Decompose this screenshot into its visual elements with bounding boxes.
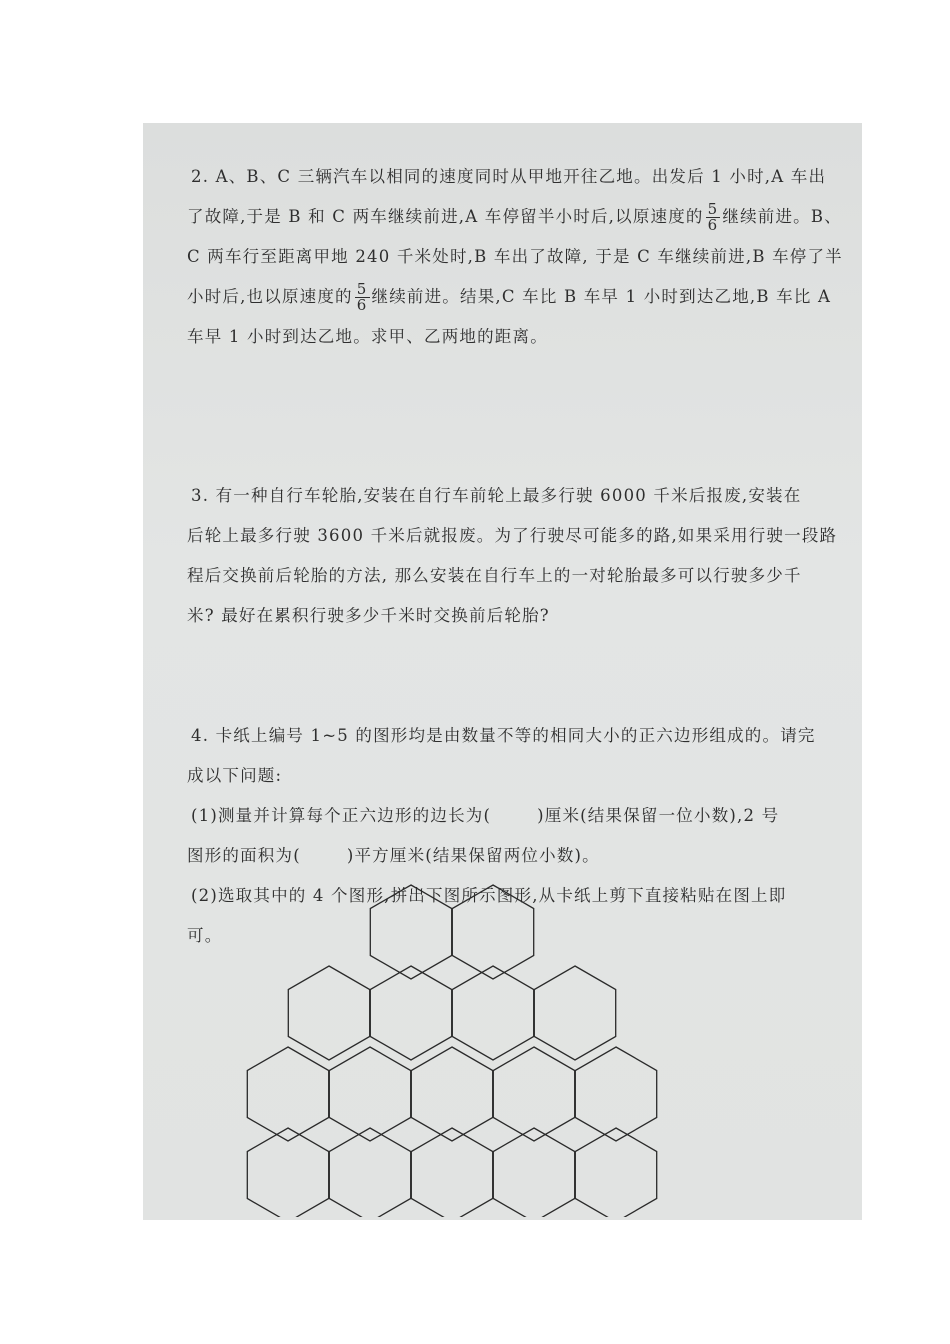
problem-2-line-2: 了故障,于是 B 和 C 两车继续前进,A 车停留半小时后,以原速度的 $\frac{5}{6}$ 继续前进。B、 — [187, 200, 842, 234]
hexagon-cell — [493, 1047, 574, 1141]
fraction-five-sixths: $\frac{5}{6}$ — [356, 280, 368, 314]
problem-4-line-2: 成以下问题: — [187, 766, 283, 785]
hexagon-cell — [329, 1047, 410, 1141]
problem-2-line-5: 车早 1 小时到达乙地。求甲、乙两地的距离。 — [187, 327, 548, 346]
problem-4-question-1-cont: 图形的面积为( )平方厘米(结果保留两位小数)。 — [187, 846, 600, 865]
problem-2-line-1: 2. A、B、C 三辆汽车以相同的速度同时从甲地开往乙地。出发后 1 小时,A 车出 — [191, 167, 827, 186]
hexagon-cell — [370, 966, 451, 1060]
hexagon-figure — [243, 881, 703, 1217]
scanned-page — [143, 123, 862, 1220]
problem-3-line-3: 程后交换前后轮胎的方法, 那么安装在自行车上的一对轮胎最多可以行驶多少千 — [187, 566, 802, 585]
problem-2 — [187, 157, 843, 357]
problem-3-line-2: 后轮上最多行驶 3600 千米后就报废。为了行驶尽可能多的路,如果采用行驶一段路 — [187, 526, 838, 545]
hexagon-cell — [370, 885, 451, 979]
hexagon-cell — [575, 1047, 656, 1141]
problem-4-question-2: (2)选取其中的 4 个图形,拼出下图所示图形,从卡纸上剪下直接粘贴在图上即 — [191, 886, 787, 905]
problem-3-line-4: 米? 最好在累积行驶多少千米时交换前后轮胎? — [187, 606, 550, 625]
hexagon-cell — [534, 966, 615, 1060]
problem-3 — [187, 476, 838, 636]
problem-2-line-4: 小时后,也以原速度的 $\frac{5}{6}$ 继续前进。结果,C 车比 B 车早 1 小时到达乙地,B 车比 A — [187, 280, 832, 314]
hexagon-cell — [288, 966, 369, 1060]
problem-4-question-2-cont: 可。 — [187, 926, 223, 945]
hexagon-cell — [452, 885, 533, 979]
fraction-five-sixths: $\frac{5}{6}$ — [707, 200, 719, 234]
problem-2-line-3: C 两车行至距离甲地 240 千米处时,B 车出了故障, 于是 C 车继续前进,B 车停了半 — [187, 247, 843, 266]
problem-4-question-1: (1)测量并计算每个正六边形的边长为( )厘米(结果保留一位小数),2 号 — [191, 806, 780, 825]
hexagon-cell — [452, 966, 533, 1060]
hexagon-cell — [411, 1047, 492, 1141]
problem-3-line-1: 3. 有一种自行车轮胎,安装在自行车前轮上最多行驶 6000 千米后报废,安装在 — [191, 486, 802, 505]
hexagon-cell — [247, 1047, 328, 1141]
problem-4-line-1: 4. 卡纸上编号 1~5 的图形均是由数量不等的相同大小的正六边形组成的。请完 — [191, 726, 816, 745]
